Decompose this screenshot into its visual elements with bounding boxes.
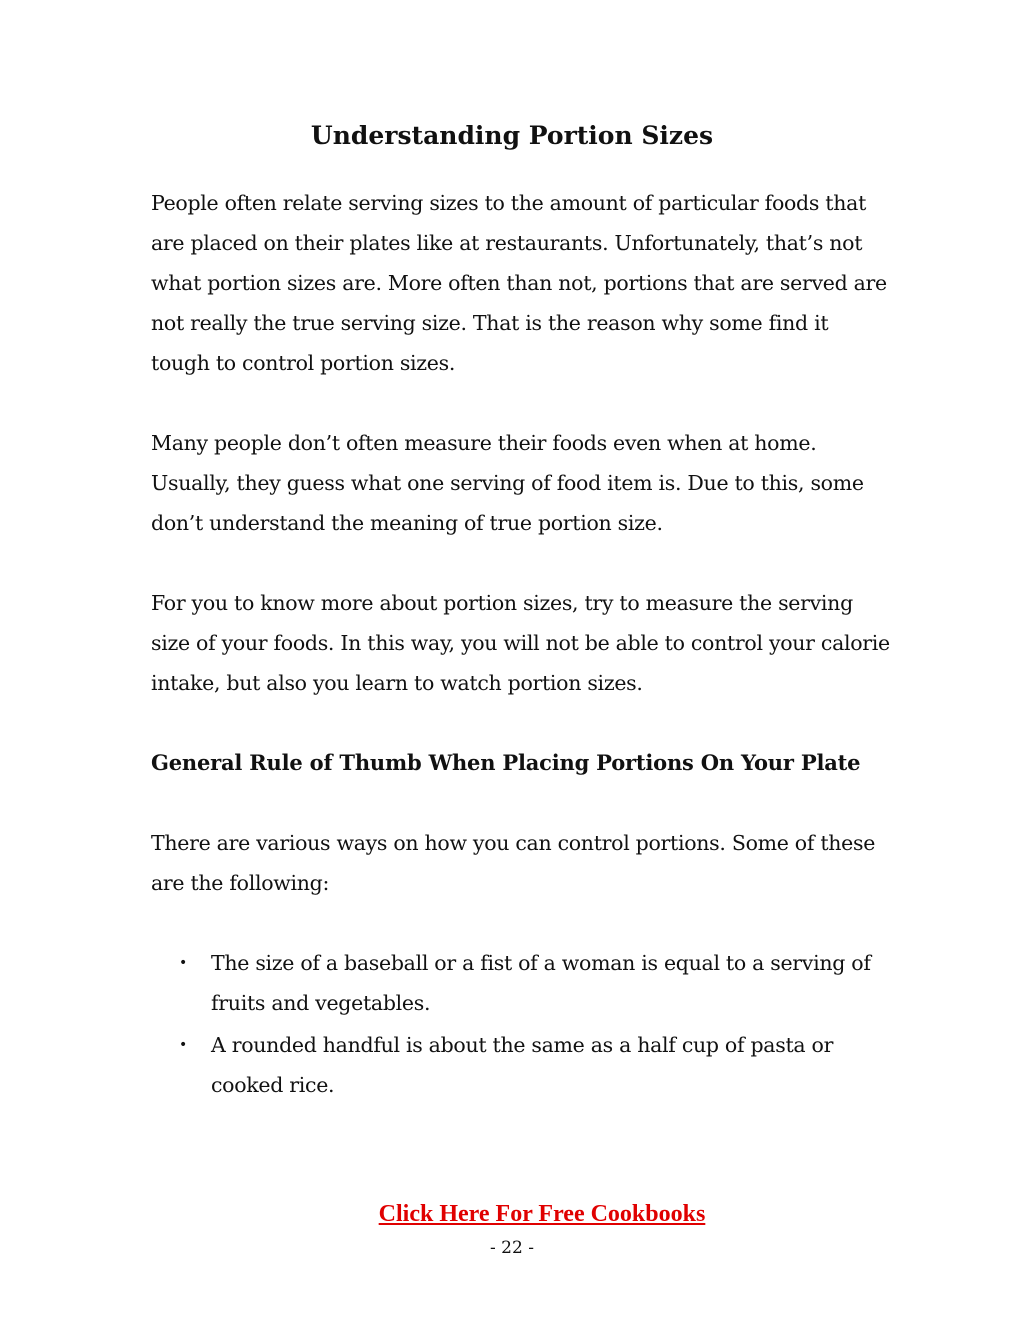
intro-paragraph: There are various ways on how you can control portions. Some of these are the following: — [151, 831, 876, 895]
free-cookbooks-link[interactable]: Click Here For Free Cookbooks — [378, 1201, 706, 1227]
list-item-text: The size of a baseball or a fist of a woman is equal to a serving of fruits and vegetables. — [211, 951, 871, 1015]
list-item-text: A rounded handful is about the same as a half cup of pasta or cooked rice. — [211, 1033, 834, 1097]
tips-list — [151, 943, 891, 1105]
page-title: Understanding Portion Sizes — [310, 121, 714, 150]
list-item — [151, 943, 891, 1023]
list-item — [151, 1025, 891, 1105]
paragraph-3: For you to know more about portion sizes, try to measure the serving size of your foods. In this way, you will not be able to control your calorie intake, but also you learn to watch portion sizes. — [151, 591, 890, 695]
bullet-icon: • — [179, 1037, 187, 1053]
body-content — [151, 183, 891, 1107]
paragraph-2: Many people don’t often measure their foods even when at home. Usually, they guess what one serving of food item is. Due to this, some don’t understand the meaning of true portion size. — [151, 431, 864, 535]
paragraph-1: People often relate serving sizes to the amount of particular foods that are placed on their plates like at restaurants. Unfortunately, that’s not what portion sizes are. More often than not, portions that are served are not really the true serving size. That is the reason why some find it tough to control portion sizes. — [151, 191, 887, 375]
bullet-icon: • — [179, 955, 187, 971]
page-number: - 22 - — [490, 1238, 534, 1258]
section-heading: General Rule of Thumb When Placing Portions On Your Plate — [151, 750, 861, 775]
footer-cta — [0, 1198, 1024, 1230]
